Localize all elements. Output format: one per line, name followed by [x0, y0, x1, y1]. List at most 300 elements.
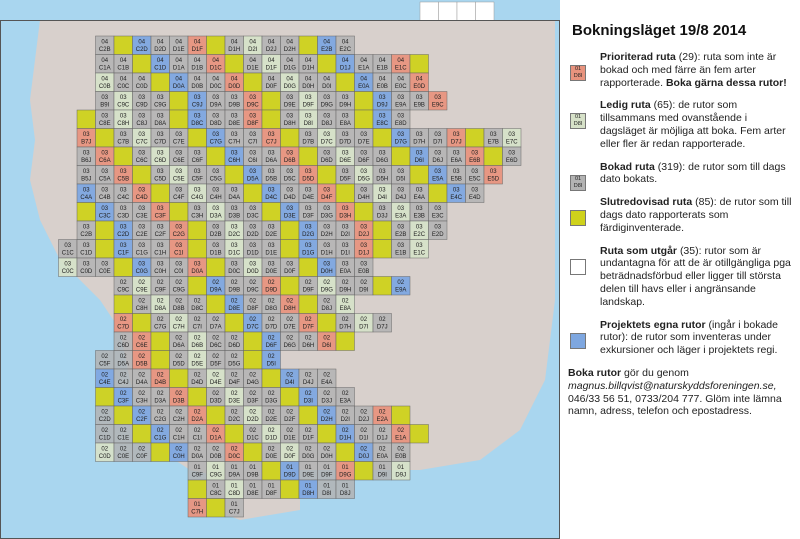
grid-cell: [299, 36, 318, 55]
grid-cell: [225, 388, 244, 407]
grid-cell-code: C2G: [154, 417, 167, 423]
grid-cell-code: D8H: [283, 306, 296, 312]
grid-cell-code: B6J: [81, 158, 92, 164]
grid-cell-code: C9C: [117, 102, 130, 109]
grid-cell-row-label: 02: [378, 317, 386, 323]
grid-cell-fill: [299, 258, 318, 277]
grid-cell: [244, 36, 263, 55]
grid-cell-code: C5D: [154, 176, 167, 183]
grid-cell-code: E0B: [395, 454, 407, 460]
grid-cell: [355, 203, 374, 222]
grid-cell-row-label: 03: [119, 187, 127, 194]
grid-cell: [262, 258, 281, 277]
grid-cell: [262, 240, 281, 259]
grid-cell: [133, 92, 152, 111]
grid-cell-code: D7H: [339, 324, 352, 331]
grid-cell-row-label: 04: [267, 58, 275, 64]
grid-cell-row-label: 03: [286, 187, 294, 194]
grid-cell-row-label: 02: [156, 391, 164, 397]
grid-cell: [77, 221, 96, 240]
grid-cell-code: E2B: [395, 232, 407, 238]
grid-cell: [373, 406, 392, 425]
grid-cell-code: D6D: [228, 343, 241, 349]
grid-cell-code: C1D: [154, 65, 167, 72]
grid-cell-code: D6C: [209, 343, 222, 349]
grid-cell: [355, 443, 374, 462]
grid-cell-code: D9G: [339, 472, 352, 479]
grid-cell-code: D9H: [339, 287, 352, 294]
grid-cell-row-label: 02: [267, 354, 275, 360]
legend-swatch-finished: [570, 210, 586, 226]
grid-cell-code: D9D: [265, 287, 278, 294]
grid-cell-code: D1A: [209, 435, 222, 442]
grid-cell-row-label: 02: [249, 409, 257, 416]
grid-cell-code: D7D: [339, 139, 352, 146]
grid-cell-code: D4F: [228, 380, 240, 386]
grid-cell-row-label: 04: [286, 39, 294, 46]
grid-cell-code: D0J: [358, 454, 370, 460]
grid-cell: [133, 332, 152, 351]
grid-cell-row-label: 03: [119, 169, 127, 175]
grid-cell: [336, 221, 355, 240]
grid-cell: [318, 240, 337, 259]
grid-cell: [262, 166, 281, 185]
grid-cell: [77, 129, 96, 148]
grid-cell-code: D9G: [320, 102, 333, 109]
grid-cell-code: E0A: [358, 84, 370, 90]
grid-cell: [225, 129, 244, 148]
grid-cell-fill: [96, 240, 115, 259]
grid-cell-row-label: 03: [304, 95, 312, 101]
grid-cell: [114, 147, 133, 166]
grid-cell-code: D8J: [321, 121, 333, 127]
swatch-code-bottom: D8I: [573, 73, 583, 79]
grid-cell-code: D1C: [209, 65, 222, 72]
grid-cell: [281, 462, 300, 481]
grid-cell-row-label: 03: [156, 169, 164, 175]
grid-cell-row-label: 04: [230, 39, 238, 46]
grid-cell-row-label: 03: [175, 224, 183, 231]
grid-cell-code: D1E: [265, 250, 278, 257]
grid-cell-code: D1F: [265, 65, 277, 72]
grid-cell-row-label: 03: [286, 169, 294, 175]
legend-item-count: (29):: [678, 51, 704, 63]
grid-cell-row-label: 03: [434, 132, 442, 138]
grid-cell: [244, 388, 263, 407]
grid-cell: [262, 332, 281, 351]
grid-cell: [207, 462, 226, 481]
grid-cell: [336, 166, 355, 185]
grid-cell: [133, 240, 152, 259]
grid-cell-row-label: 02: [119, 354, 127, 360]
grid-cell-code: C7G: [154, 324, 167, 331]
grid-cell-row-label: 03: [267, 243, 275, 249]
grid-cell-code: D0B: [209, 454, 222, 460]
excluded-cell: [420, 2, 439, 21]
legend-item-project: [568, 319, 794, 357]
grid-cell-row-label: 02: [378, 446, 386, 453]
grid-cell-fill: [355, 203, 374, 222]
grid-cell-row-label: 02: [304, 428, 312, 434]
grid-cell: [170, 406, 189, 425]
grid-cell-row-label: 02: [193, 372, 201, 379]
grid-cell-code: E1B: [376, 65, 388, 72]
grid-cell-fill: [318, 166, 337, 185]
grid-cell: [355, 73, 374, 92]
grid-cell: [299, 166, 318, 185]
grid-cell-code: D8E: [228, 121, 241, 127]
grid-cell-row-label: 03: [212, 113, 220, 120]
grid-cell-row-label: 02: [138, 335, 146, 342]
legend-item-title: Ruta som utgår: [600, 244, 680, 257]
grid-cell-row-label: 03: [304, 132, 312, 138]
grid-cell-row-label: 03: [489, 169, 497, 175]
grid-cell-row-label: 02: [212, 280, 220, 286]
grid-cell: [281, 184, 300, 203]
grid-cell: [114, 221, 133, 240]
grid-cell-row-label: 02: [267, 298, 275, 305]
grid-cell-fill: [77, 203, 96, 222]
grid-cell-code: E2C: [339, 47, 352, 53]
grid-cell: [133, 73, 152, 92]
grid-cell: [133, 295, 152, 314]
grid-cell-row-label: 03: [193, 169, 201, 175]
grid-cell-row-label: 02: [397, 280, 405, 286]
grid-cell: [410, 184, 429, 203]
grid-cell: [244, 166, 263, 185]
grid-cell-row-label: 02: [286, 317, 294, 323]
grid-cell-code: D5G: [357, 176, 370, 183]
grid-cell-row-label: 03: [378, 206, 386, 212]
grid-cell-code: D6B: [283, 158, 296, 164]
grid-cell: [114, 184, 133, 203]
booking-email[interactable]: magnus.billqvist@naturskyddsforeningen.se,: [568, 379, 777, 392]
grid-cell-code: D6G: [283, 343, 296, 349]
grid-cell: [392, 92, 411, 111]
grid-cell-code: D6G: [376, 158, 389, 164]
grid-cell-row-label: 02: [249, 372, 257, 379]
grid-cell-row-label: 02: [193, 317, 201, 323]
grid-cell: [188, 314, 207, 333]
grid-cell-row-label: 03: [249, 206, 257, 212]
grid-cell: [262, 73, 281, 92]
grid-cell-row-label: 02: [119, 446, 127, 453]
grid-cell: [59, 258, 78, 277]
grid-cell-fill: [410, 166, 429, 185]
grid-cell-code: C1G: [154, 435, 167, 442]
grid-cell-fill: [281, 129, 300, 148]
grid-cell: [225, 499, 244, 518]
grid-cell-row-label: 04: [193, 76, 201, 83]
swatch-code-top: 01: [574, 66, 582, 72]
grid-cell-code: C6I: [248, 158, 258, 164]
grid-cell-code: E1B: [395, 250, 407, 257]
grid-cell: [114, 332, 133, 351]
grid-cell: [114, 203, 133, 222]
grid-cell-code: D4H: [357, 195, 370, 201]
grid-cell: [281, 388, 300, 407]
grid-cell-row-label: 02: [267, 391, 275, 397]
grid-cell: [262, 277, 281, 296]
grid-cell: [336, 480, 355, 499]
grid-cell: [336, 425, 355, 444]
grid-cell-row-label: 02: [156, 428, 164, 434]
grid-cell-code: D5A: [117, 361, 130, 368]
grid-cell-code: C1G: [135, 250, 148, 257]
grid-cell-code: D5G: [228, 361, 241, 368]
grid-cell-code: E9B: [413, 102, 425, 109]
grid-cell: [466, 129, 485, 148]
grid-cell: [244, 351, 263, 370]
grid-cell-code: D3D: [209, 398, 222, 405]
grid-cell: [188, 73, 207, 92]
grid-cell-row-label: 01: [267, 483, 275, 490]
grid-cell-row-label: 04: [323, 76, 331, 83]
grid-cell: [466, 147, 485, 166]
grid-cell-code: E1A: [395, 435, 407, 442]
grid-cell: [207, 499, 226, 518]
grid-cell-row-label: 04: [119, 58, 127, 64]
grid-cell-row-label: 03: [156, 95, 164, 101]
grid-cell-fill: [170, 369, 189, 388]
grid-cell-row-label: 02: [175, 428, 183, 434]
grid-cell-code: D0F: [265, 84, 277, 90]
grid-cell-row-label: 02: [119, 391, 127, 397]
grid-cell: [225, 406, 244, 425]
grid-cell-row-label: 02: [286, 372, 294, 379]
grid-cell-code: D1E: [246, 65, 259, 72]
grid-cell-row-label: 03: [193, 113, 201, 120]
grid-cell-row-label: 03: [341, 169, 349, 175]
grid-cell-fill: [207, 499, 226, 518]
grid-cell-fill: [429, 184, 448, 203]
grid-cell-row-label: 04: [249, 39, 257, 46]
grid-cell-code: D1H: [339, 435, 352, 442]
grid-cell: [410, 129, 429, 148]
grid-cell: [188, 36, 207, 55]
grid-cell-code: D9C: [246, 102, 259, 109]
grid-cell-row-label: 04: [193, 58, 201, 64]
grid-cell: [392, 147, 411, 166]
booking-lead: Boka rutor: [568, 366, 622, 379]
grid-cell-row-label: 03: [341, 243, 349, 249]
legend-swatch-project: [570, 333, 586, 349]
grid-cell: [244, 480, 263, 499]
grid-cell-code: D9A: [209, 102, 222, 109]
grid-cell-row-label: 03: [138, 261, 146, 268]
grid-cell-code: D1H: [302, 65, 315, 72]
grid-cell-fill: [299, 295, 318, 314]
grid-cell-code: D4C: [265, 195, 278, 201]
grid-cell-code: D6F: [265, 343, 277, 349]
grid-cell: [244, 129, 263, 148]
grid-cell: [299, 258, 318, 277]
grid-cell: [114, 443, 133, 462]
grid-cell-row-label: 04: [378, 58, 386, 64]
grid-cell: [188, 351, 207, 370]
grid-cell-row-label: 02: [230, 372, 238, 379]
grid-cell: [299, 203, 318, 222]
grid-cell-row-label: 02: [360, 446, 368, 453]
grid-cell-code: C9G: [172, 287, 185, 294]
grid-cell-row-label: 02: [138, 298, 146, 305]
grid-cell: [355, 425, 374, 444]
grid-cell-row-label: 03: [397, 187, 405, 194]
grid-cell-code: E7B: [487, 139, 499, 146]
grid-cell-row-label: 01: [230, 502, 238, 508]
grid-cell: [355, 221, 374, 240]
grid-cell-code: E4A: [321, 380, 333, 386]
grid-cell-row-label: 03: [452, 150, 460, 157]
grid-cell: [299, 425, 318, 444]
grid-cell: [336, 258, 355, 277]
grid-cell: [225, 295, 244, 314]
grid-cell: [281, 314, 300, 333]
grid-cell-row-label: 04: [119, 76, 127, 83]
grid-cell: [299, 295, 318, 314]
grid-cell-row-label: 03: [489, 132, 497, 138]
grid-cell-code: E0B: [358, 269, 370, 275]
grid-cell-code: D0G: [283, 84, 296, 90]
grid-cell: [373, 110, 392, 129]
grid-cell-row-label: 02: [267, 335, 275, 342]
grid-cell: [355, 258, 374, 277]
grid-cell: [96, 166, 115, 185]
grid-cell: [318, 314, 337, 333]
grid-cell: [207, 166, 226, 185]
grid-cell: [151, 221, 170, 240]
grid-cell-row-label: 02: [193, 446, 201, 453]
grid-cell: [373, 92, 392, 111]
grid-cell: [114, 425, 133, 444]
grid-cell-code: D7B: [302, 139, 315, 146]
grid-cell-row-label: 03: [82, 132, 90, 138]
grid-cell-code: E5C: [468, 176, 481, 183]
grid-cell-code: D1F: [302, 435, 314, 442]
grid-cell-code: D7H: [413, 139, 426, 146]
grid-cell-fill: [355, 110, 374, 129]
grid-cell-code: D4I: [285, 380, 295, 386]
grid-cell-row-label: 02: [156, 280, 164, 286]
grid-cell-fill: [114, 406, 133, 425]
grid-cell-row-label: 04: [101, 76, 109, 83]
grid-cell-code: D1G: [302, 250, 315, 257]
grid-cell-code: D0A: [191, 454, 204, 460]
grid-cell-row-label: 02: [286, 335, 294, 342]
grid-cell-row-label: 04: [101, 39, 109, 46]
grid-cell-code: C2F: [154, 232, 166, 238]
grid-cell: [244, 332, 263, 351]
excluded-cell: [476, 2, 495, 21]
grid-cell-code: D8J: [339, 491, 351, 497]
grid-cell-code: D2J: [358, 232, 370, 238]
legend-item-text: de rutor som till dags dato rapporterats som färdiginventerade.: [600, 196, 792, 234]
grid-cell: [262, 406, 281, 425]
grid-cell-code: D5I: [396, 176, 406, 183]
grid-cell-row-label: 04: [323, 39, 331, 46]
grid-cell-code: D0C: [228, 269, 241, 275]
grid-cell-fill: [151, 332, 170, 351]
grid-cell: [133, 166, 152, 185]
grid-cell-code: D0F: [284, 454, 296, 460]
grid-cell: [484, 129, 503, 148]
grid-cell: [318, 332, 337, 351]
grid-cell-row-label: 01: [212, 483, 220, 490]
grid-cell-row-label: 02: [360, 280, 368, 286]
grid-cell-row-label: 03: [323, 261, 331, 268]
grid-cell: [281, 369, 300, 388]
grid-cell-row-label: 03: [415, 206, 423, 212]
legend-swatch-booked: [570, 175, 586, 191]
grid-cell-code: D6D: [320, 158, 333, 164]
grid-cell-row-label: 02: [230, 446, 238, 453]
grid-cell: [318, 388, 337, 407]
excluded-cell: [439, 2, 458, 21]
grid-cell-row-label: 02: [341, 409, 349, 416]
grid-cell: [207, 277, 226, 296]
grid-cell-row-label: 03: [156, 113, 164, 120]
grid-cell-row-label: 03: [230, 150, 238, 157]
legend-panel: [568, 22, 794, 418]
grid-cell-row-label: 01: [230, 465, 238, 471]
grid-cell-row-label: 03: [378, 95, 386, 101]
grid-cell-row-label: 02: [119, 335, 127, 342]
grid-cell: [133, 147, 152, 166]
grid-cell: [188, 480, 207, 499]
grid-cell-code: C9E: [135, 287, 148, 294]
grid-cell-row-label: 01: [230, 483, 238, 490]
grid-cell-code: C1E: [117, 435, 130, 442]
grid-cell-code: D7E: [357, 139, 370, 146]
grid-cell-row-label: 02: [286, 446, 294, 453]
grid-cell-row-label: 03: [138, 95, 146, 101]
grid-cell: [373, 462, 392, 481]
grid-cell-row-label: 03: [360, 169, 368, 175]
grid-cell-fill: [392, 406, 411, 425]
grid-cell-code: C7E: [172, 139, 185, 146]
grid-cell: [188, 184, 207, 203]
grid-cell-code: C0C: [61, 269, 74, 275]
grid-cell: [77, 240, 96, 259]
grid-cell-row-label: 02: [212, 372, 220, 379]
grid-cell-row-label: 03: [193, 95, 201, 101]
grid-cell-code: C2D: [135, 47, 148, 53]
grid-cell: [170, 351, 189, 370]
grid-cell-code: E8A: [339, 306, 351, 312]
grid-cell: [262, 462, 281, 481]
grid-cell-row-label: 02: [175, 335, 183, 342]
grid-cell-row-label: 02: [156, 317, 164, 323]
grid-cell-row-label: 02: [138, 446, 146, 453]
grid-cell-fill: [207, 36, 226, 55]
grid-cell-code: D8C: [191, 306, 204, 312]
grid-cell: [207, 258, 226, 277]
grid-cell: [429, 184, 448, 203]
grid-cell: [244, 55, 263, 74]
grid-cell-code: D0B: [191, 84, 204, 90]
grid-cell: [96, 406, 115, 425]
grid-cell: [188, 92, 207, 111]
legend-item-excluded: [568, 245, 794, 309]
grid-cell: [262, 36, 281, 55]
grid-cell-row-label: 03: [341, 206, 349, 212]
grid-cell: [262, 203, 281, 222]
grid-cell-fill: [281, 240, 300, 259]
grid-cell: [114, 110, 133, 129]
grid-cell-row-label: 03: [175, 132, 183, 138]
grid-cell-row-label: 03: [471, 187, 479, 194]
grid-cell-fill: [336, 443, 355, 462]
